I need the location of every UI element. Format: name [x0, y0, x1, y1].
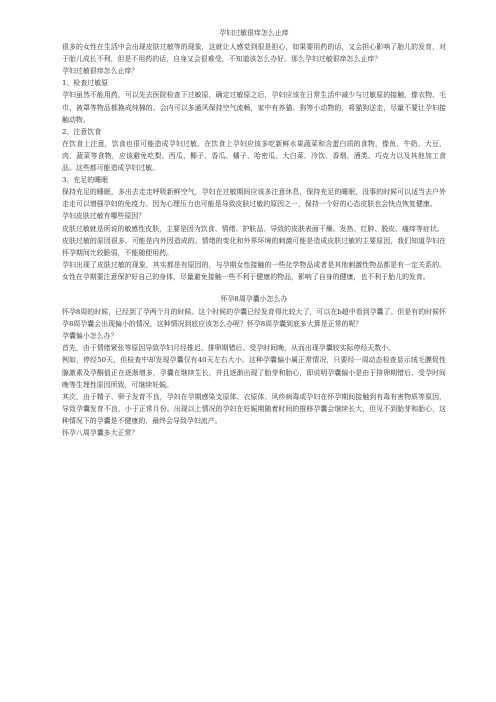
question-heading: 怀孕八周孕囊多大正常？ [62, 429, 139, 437]
question-heading: 孕妇过敏很痒怎么止痒？ [62, 67, 139, 76]
question-heading: 孕妇皮肤过敏有哪些原因？ [62, 212, 146, 221]
body-paragraph: 皮肤过敏就是所说的敏感性皮肤，主要是因为饮食、情绪、护肤品、导致的皮肤表面干燥、发热、红肿、脱皮、瘙痒等症状。 [62, 224, 444, 233]
section-heading: 2、注意饮食 [62, 127, 102, 136]
article-title: 孕妇过敏很痒怎么止痒 [219, 29, 289, 37]
article-title: 怀孕8周孕囊小怎么办 [220, 294, 288, 303]
body-paragraph: 在饮食上注意，饮食也很可能造成孕妇过敏。在饮食上孕妇应该多吃新鲜水果蔬菜和含蛋白质的食物，像鱼、牛奶、大豆、肉、蔬菜等食物，应该避免吃梨、西瓜、椰子、香瓜、橘子、哈密瓜、大白菜、冷饮、香烟、酒类、巧克力以及其他加工食品。这些都可能造成孕妇过敏。 [62, 139, 446, 173]
body-paragraph: 孕妇虽然不能用药，可以先去医院检查下过敏原，确定过敏原之后，孕妇应该在日常生活中减少与过敏原的接触，像衣物、毛巾、被罩等物品都换成纯棉的。会内可以多通风保持空气流畅，家中有养猫、狗等小动物的，将猫狗送走，尽量不要让孕妇接触动物。 [62, 91, 446, 124]
section-heading: 1、检查过敏原 [62, 79, 109, 88]
document-body [62, 27, 446, 439]
body-paragraph: 皮肤过敏的原因很多，可能是内外因造成的。情绪的变化和外界环境的刺激可能是造成皮肤过敏的主要原因，我们知道孕妇在怀孕期间比较脆弱，不能随便用药。 [62, 236, 446, 257]
body-paragraph: 怀孕8周的时候，已经到了孕两个月的时候。这个时候的孕囊已经发育得比较大了，可以在b超中看到孕囊了。但是有的时候怀孕8周孕囊会出现偏小的情况，这种情况到底应该怎么办呢？怀孕8周孕囊到底多大算是正常的呢？ [62, 308, 446, 329]
body-paragraph: 首先，由于情绪紧张等原因导致孕妇月经推迟、排卵期错后、受孕时间晚，从而出现孕囊较实际停经天数小。 [62, 344, 396, 353]
body-paragraph: 例如，停经50天，但检查中却发现孕囊仅有40天左右大小。这种孕囊偏小属正常情况，只要经一周动态检查显示绒毛膜促性腺激素及孕酮值正在逐渐增多，孕囊在继续生长，并且逐渐出现了胎芽和胎心，即说明孕囊偏小是由于排卵期错后、受孕时间晚等生理性原因所致，可继续妊娠。 [62, 356, 446, 389]
body-paragraph: 其次，由于精子、卵子发育不良，孕妇在孕期感染支原体、衣原体、风疹病毒或孕妇在怀孕期间接触到有毒有害物质等原因，导致孕囊发育不良，小于正常月份。出现以上情况的孕妇在妊娠期随着时间的推移孕囊会继续长大，但见不到胎芽和胎心，这种情况下的孕囊是不健康的，最终会导致孕妇流产。 [62, 392, 446, 425]
question-heading: 孕囊偏小怎么办？ [62, 332, 118, 341]
section-gap [62, 283, 446, 293]
body-paragraph: 孕妇出现了皮肤过敏的现象，其实都是有原因的，与孕期女性接触的一些化学物品或者是其他刺激性物品都是有一定关系的。女性在孕期要注意保护好自己的身体，尽量避免接触一些不利于健康的物品，影响了自身的健康，也不利于胎儿的发育。 [62, 260, 446, 281]
section-heading: 3、充足的睡眠 [62, 176, 109, 185]
body-paragraph: 保持充足的睡眠，多出去走走呼吸新鲜空气，孕妇在过敏期间应该多注意休息，保持充足的睡眠，没事的时候可以适当去户外走走可以增强孕妇的免疫力。因为心理压力也可能是导致皮肤过敏的原因之一，保持一个好的心态皮肤也会快点恢复健康。 [62, 188, 446, 209]
intro-paragraph: 很多的女性在生活中会出现皮肤过敏等的现象，这就让人感觉到很是担心，如果要用药的话，又会担心影响了胎儿的发育，对于胎儿成长不利，但是不用药的话，自身又会很难受，不知道该怎么办好。那么孕妇过敏很痒怎么止痒？ [62, 43, 446, 64]
